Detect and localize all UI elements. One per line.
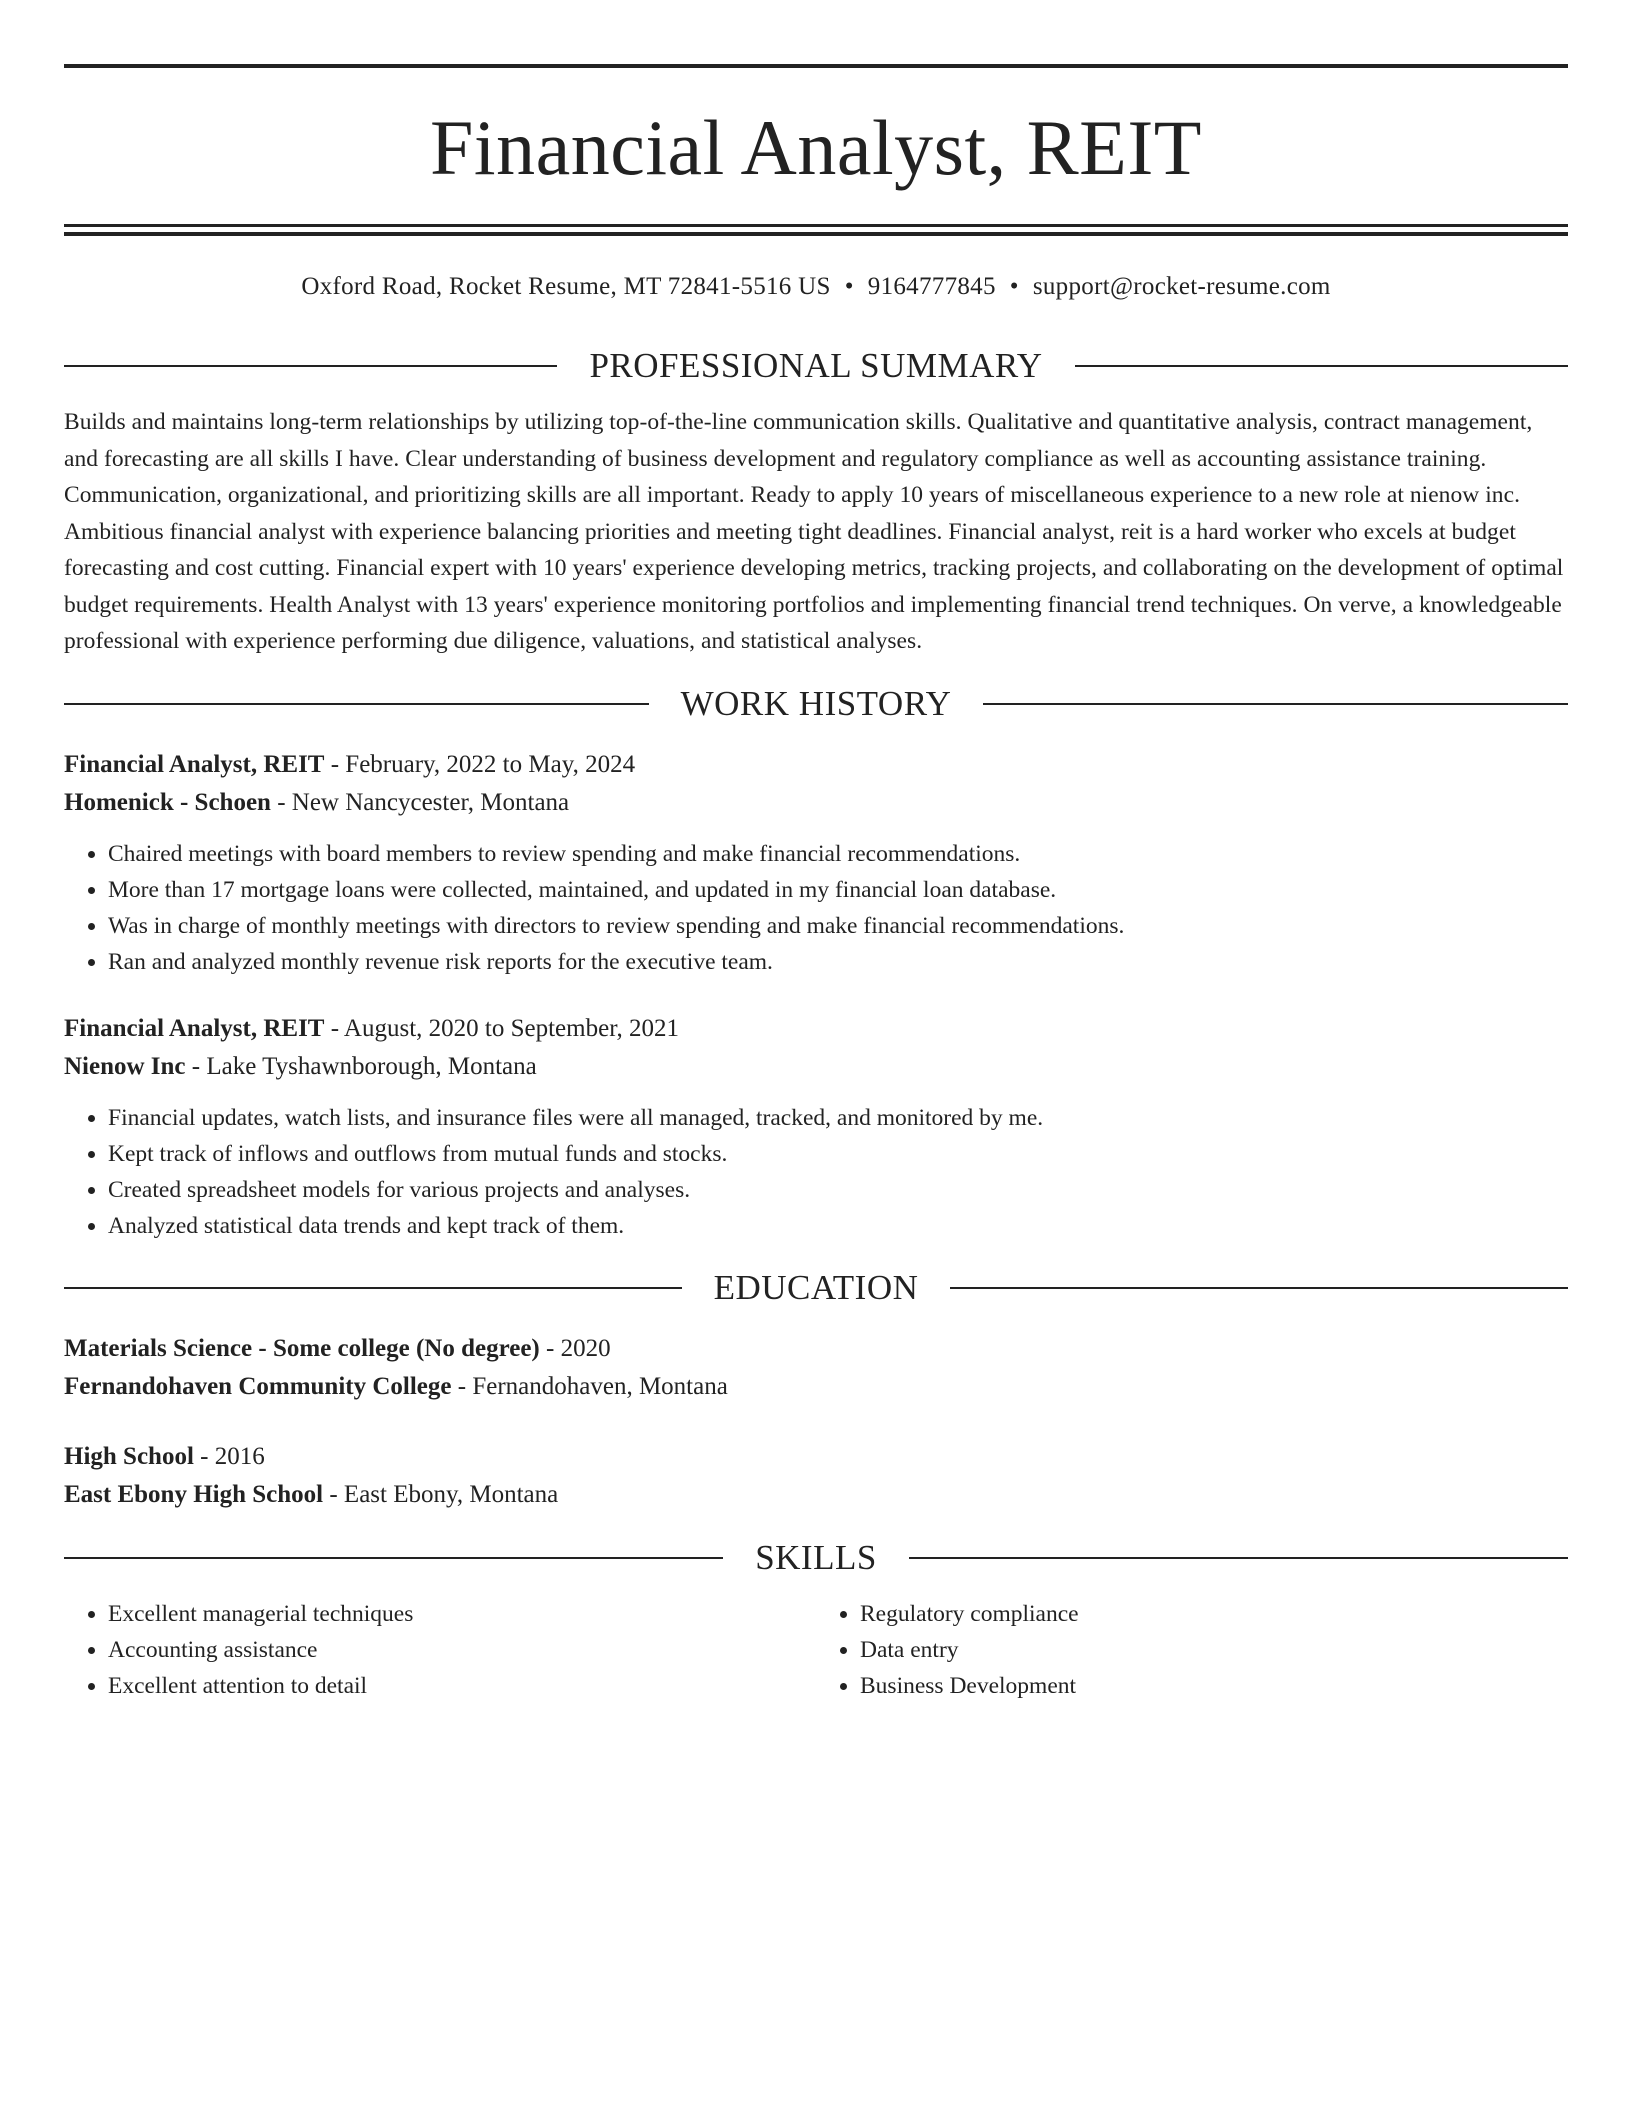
job-company-line [64, 1048, 1568, 1086]
education-school: Fernandohaven Community College [64, 1372, 452, 1400]
heading-rule-right [950, 1287, 1568, 1289]
skill-item: • Data entry [860, 1632, 1568, 1668]
job-bullet: • Created spreadsheet models for various projects and analyses. [108, 1172, 1568, 1208]
contact-separator: • [1009, 273, 1019, 300]
contact-separator: • [844, 273, 854, 300]
skills-columns [64, 1596, 1568, 1704]
education-year: - 2020 [539, 1334, 611, 1362]
job-bullet: • Analyzed statistical data trends and kept track of them. [108, 1208, 1568, 1244]
job-bullet: • Ran and analyzed monthly revenue risk reports for the executive team. [108, 944, 1568, 980]
skill-item: • Business Development [860, 1668, 1568, 1704]
job-company: Homenick - Schoen [64, 788, 271, 816]
education-location: - East Ebony, Montana [323, 1480, 559, 1508]
skills-list-right [816, 1596, 1568, 1704]
education-entry [64, 1330, 1568, 1406]
job-location: - New Nancycester, Montana [270, 788, 570, 816]
job-title: Financial Analyst, REIT [64, 1014, 325, 1042]
skill-item: • Accounting assistance [108, 1632, 816, 1668]
heading-rule-right [1075, 365, 1568, 367]
job-title: Financial Analyst, REIT [64, 750, 325, 778]
job-entry [64, 746, 1568, 980]
skill-item: • Excellent managerial techniques [108, 1596, 816, 1632]
education-degree: Materials Science - Some college (No degree) [64, 1334, 540, 1362]
job-company: Nienow Inc [64, 1052, 186, 1080]
job-location: - Lake Tyshawnborough, Montana [185, 1052, 537, 1080]
heading-rule-right [909, 1557, 1568, 1559]
contact-address: Oxford Road, Rocket Resume, MT 72841-5516 US [301, 273, 831, 300]
heading-rule-left [64, 365, 557, 367]
job-bullets [64, 836, 1568, 980]
education-degree: High School [64, 1442, 194, 1470]
education-location: - Fernandohaven, Montana [451, 1372, 728, 1400]
skills-section-heading [64, 1536, 1568, 1580]
education-school-line [64, 1368, 1568, 1406]
job-dates: - February, 2022 to May, 2024 [324, 750, 636, 778]
contact-phone: 9164777845 [867, 273, 996, 300]
education-school: East Ebony High School [64, 1480, 324, 1508]
heading-rule-left [64, 1557, 723, 1559]
summary-section-heading [64, 344, 1568, 388]
summary-heading-label: PROFESSIONAL SUMMARY [589, 346, 1043, 385]
education-school-line [64, 1476, 1568, 1514]
job-bullets [64, 1100, 1568, 1244]
job-bullet: • Was in charge of monthly meetings with directors to review spending and make financial recommendations. [108, 908, 1568, 944]
education-year: - 2016 [193, 1442, 265, 1470]
work-heading-label: WORK HISTORY [680, 683, 952, 723]
resume-title: Financial Analyst, REIT [430, 104, 1202, 191]
skills-list-left [64, 1596, 816, 1704]
skill-item: • Excellent attention to detail [108, 1668, 816, 1704]
education-section-heading [64, 1266, 1568, 1310]
top-rule [64, 64, 1568, 68]
skill-item: • Regulatory compliance [860, 1596, 1568, 1632]
contact-email: support@rocket-resume.com [1032, 273, 1331, 300]
heading-rule-left [64, 703, 649, 705]
heading-rule-right [983, 703, 1568, 705]
contact-line [64, 270, 1568, 304]
job-title-line [64, 1010, 1568, 1048]
title-double-rule [64, 224, 1568, 236]
education-degree-line [64, 1330, 1568, 1368]
job-entry [64, 1010, 1568, 1244]
job-bullet: • Kept track of inflows and outflows from mutual funds and stocks. [108, 1136, 1568, 1172]
skills-heading-label: SKILLS [755, 1537, 877, 1577]
education-entry [64, 1438, 1568, 1514]
job-company-line [64, 784, 1568, 822]
education-heading-label: EDUCATION [713, 1267, 919, 1307]
work-section-heading [64, 682, 1568, 726]
heading-rule-left [64, 1287, 682, 1289]
job-bullet: • More than 17 mortgage loans were collected, maintained, and updated in my financial loan database. [108, 872, 1568, 908]
education-degree-line [64, 1438, 1568, 1476]
job-bullet: • Chaired meetings with board members to review spending and make financial recommendations. [108, 836, 1568, 872]
job-bullet: • Financial updates, watch lists, and insurance files were all managed, tracked, and monitored by me. [108, 1100, 1568, 1136]
job-dates: - August, 2020 to September, 2021 [324, 1014, 680, 1042]
summary-text: Builds and maintains long-term relationships by utilizing top-of-the-line communication skills. Qualitative and quantitative analysis, contract management, and forecasting are all skills I have. Clear understanding of business development and regulatory compliance as well as accounting assistance training. Communication, organizational, and prioritizing skills are all important. Ready to apply 10 years of miscellaneous experience to a new role at nienow inc. Ambitious financial analyst with experience balancing priorities and meeting tight deadlines. Financial analyst, reit is a hard worker who excels at budget forecasting and cost cutting. Financial expert with 10 years' experience developing metrics, tracking projects, and collaborating on the development of optimal budget requirements. Health Analyst with 13 years' experience monitoring portfolios and implementing financial trend techniques. On verve, a knowledgeable professional with experience performing due diligence, valuations, and statistical analyses. [64, 409, 1564, 654]
job-title-line [64, 746, 1568, 784]
